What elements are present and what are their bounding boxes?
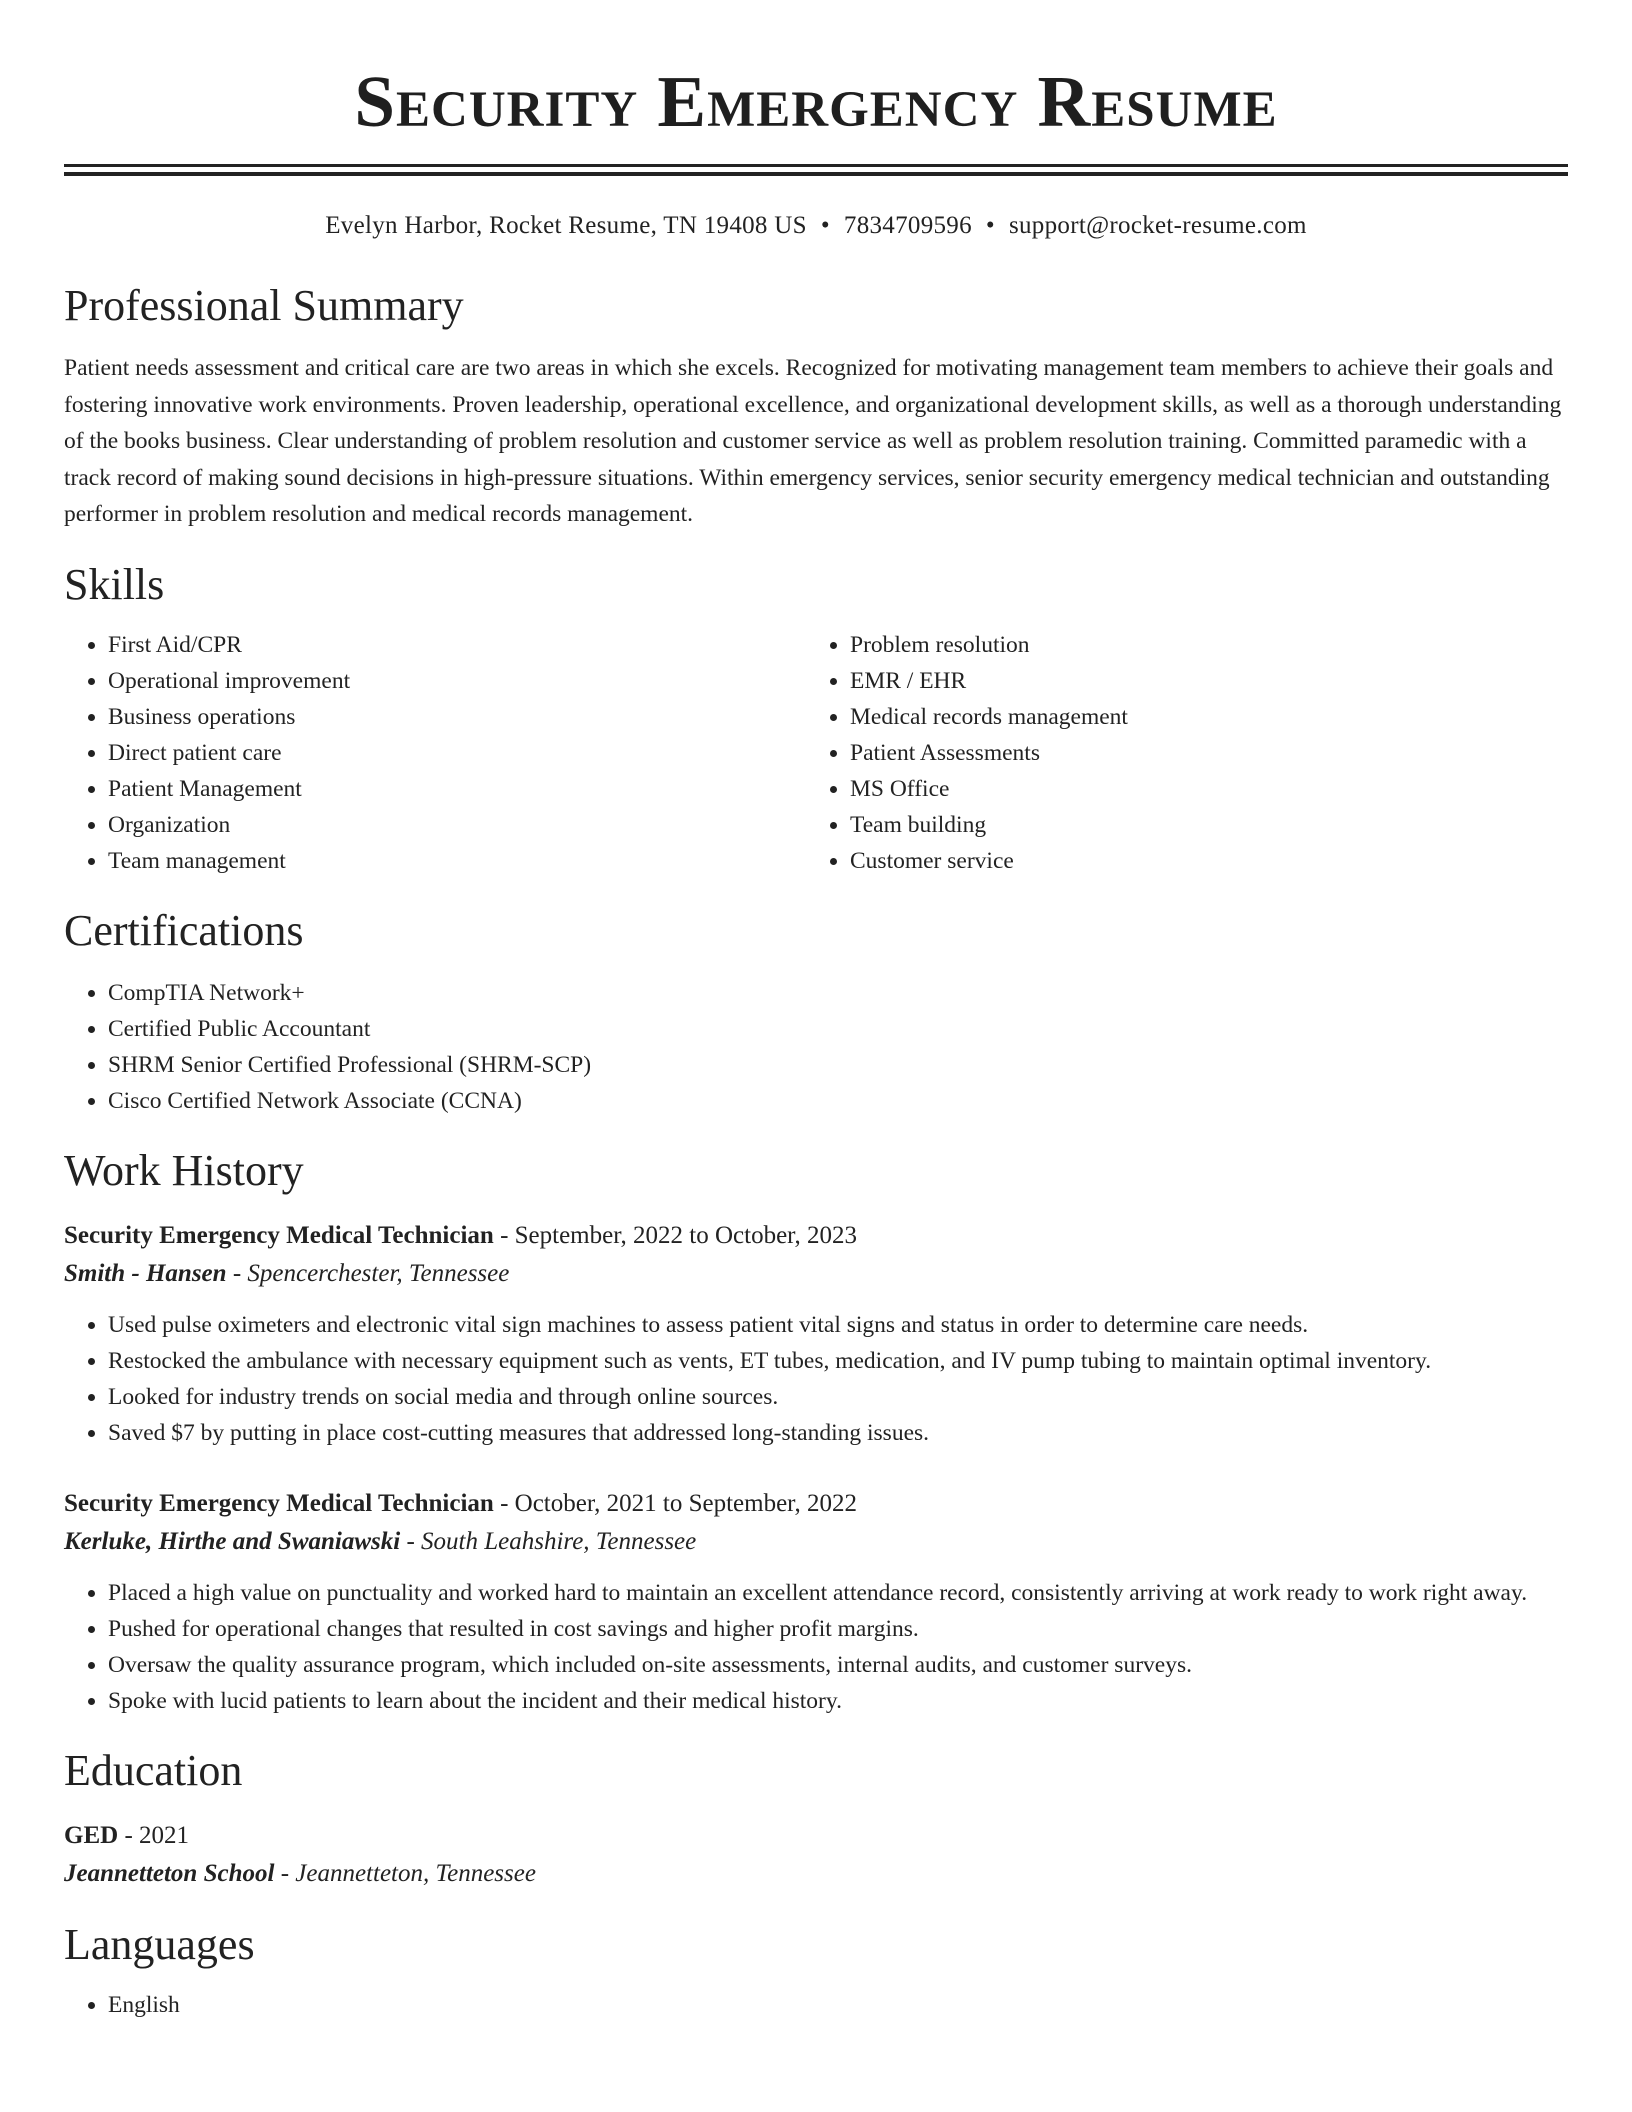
contact-separator: • — [985, 212, 995, 239]
job-location: South Leahshire, Tennessee — [421, 1527, 697, 1555]
skill-item: • Patient Assessments — [850, 735, 1548, 771]
job-bullets — [64, 1307, 1568, 1451]
job-bullets — [64, 1575, 1568, 1719]
job-company: Smith - Hansen — [64, 1259, 227, 1287]
job-bullet: • Used pulse oximeters and electronic vital sign machines to assess patient vital signs and status in order to determine care needs. — [108, 1307, 1568, 1343]
skills-column-left — [64, 627, 806, 879]
summary-heading: Professional Summary — [64, 281, 464, 330]
language-item: • English — [108, 1987, 1568, 2023]
languages-heading: Languages — [64, 1919, 255, 1969]
certification-item: • Certified Public Accountant — [108, 1011, 1568, 1047]
job-title-line: Security Emergency Medical Technician - September, 2022 to October, 2023 — [64, 1221, 858, 1249]
education-year: 2021 — [139, 1821, 190, 1849]
education-location: Jeannetteton, Tennessee — [295, 1859, 536, 1887]
skill-item: • Team building — [850, 807, 1548, 843]
skill-item: • Medical records management — [850, 699, 1548, 735]
job-location: Spencerchester, Tennessee — [247, 1259, 510, 1287]
job-bullet: • Looked for industry trends on social media and through online sources. — [108, 1379, 1568, 1415]
skill-item: • First Aid/CPR — [108, 627, 806, 663]
skills-columns — [64, 627, 1568, 879]
skill-item: • Operational improvement — [108, 663, 806, 699]
contact-separator: • — [820, 212, 830, 239]
job-entry — [64, 1485, 1568, 1719]
skill-item: • Business operations — [108, 699, 806, 735]
skill-item: • EMR / EHR — [850, 663, 1548, 699]
education-degree: GED — [64, 1821, 119, 1849]
skills-heading: Skills — [64, 559, 165, 609]
skills-list-right — [806, 627, 1548, 879]
contact-email: support@rocket-resume.com — [1008, 212, 1307, 239]
job-bullet: • Placed a high value on punctuality and worked hard to maintain an excellent attendance record, consistently arriving at work ready to work right away. — [108, 1575, 1568, 1611]
job-bullet: • Restocked the ambulance with necessary equipment such as vents, ET tubes, medication, and IV pump tubing to maintain optimal inventory. — [108, 1343, 1568, 1379]
job-bullet: • Spoke with lucid patients to learn about the incident and their medical history. — [108, 1683, 1568, 1719]
job-title: Security Emergency Medical Technician — [64, 1489, 494, 1517]
education-entry — [64, 1817, 1568, 1893]
education-school-line: Jeannetteton School - Jeannetteton, Tennessee — [64, 1859, 536, 1887]
languages-list — [64, 1987, 1568, 2023]
job-dates: September, 2022 to October, 2023 — [514, 1221, 858, 1249]
work-history-heading: Work History — [64, 1145, 304, 1195]
job-bullet: • Pushed for operational changes that resulted in cost savings and higher profit margins. — [108, 1611, 1568, 1647]
skill-item: • MS Office — [850, 771, 1548, 807]
resume-title: Security Emergency Resume — [354, 61, 1278, 142]
title-double-rule — [64, 164, 1568, 176]
education-school: Jeannetteton School — [64, 1859, 275, 1887]
job-bullet: • Saved $7 by putting in place cost-cutting measures that addressed long-standing issues. — [108, 1415, 1568, 1451]
contact-line — [64, 210, 1568, 242]
job-entry — [64, 1217, 1568, 1451]
skill-item: • Patient Management — [108, 771, 806, 807]
certifications-heading: Certifications — [64, 905, 304, 955]
contact-address: Evelyn Harbor, Rocket Resume, TN 19408 US — [325, 212, 807, 239]
job-company-line: Kerluke, Hirthe and Swaniawski - South Leahshire, Tennessee — [64, 1527, 697, 1555]
job-dates: October, 2021 to September, 2022 — [514, 1489, 858, 1517]
education-degree-line: GED - 2021 — [64, 1821, 190, 1849]
skill-item: • Customer service — [850, 843, 1548, 879]
education-heading: Education — [64, 1745, 243, 1795]
skills-list-left — [64, 627, 806, 879]
job-title: Security Emergency Medical Technician — [64, 1221, 494, 1249]
skill-item: • Organization — [108, 807, 806, 843]
skills-column-right — [806, 627, 1548, 879]
contact-phone: 7834709596 — [843, 212, 972, 239]
skill-item: • Problem resolution — [850, 627, 1548, 663]
skill-item: • Direct patient care — [108, 735, 806, 771]
job-company-line: Smith - Hansen - Spencerchester, Tennessee — [64, 1259, 510, 1287]
skill-item: • Team management — [108, 843, 806, 879]
summary-text: Patient needs assessment and critical care are two areas in which she excels. Recognized for motivating management team members to achieve their goals and fostering innovative work environments. Proven leadership, operational excellence, and organizational development skills, as well as a thorough understanding of the books business. Clear understanding of problem resolution and customer service as well as problem resolution training. Committed paramedic with a track record of making sound decisions in high-pressure situations. Within emergency services, senior security emergency medical technician and outstanding performer in problem resolution and medical records management. — [64, 355, 1562, 527]
job-company: Kerluke, Hirthe and Swaniawski — [64, 1527, 401, 1555]
job-bullet: • Oversaw the quality assurance program, which included on-site assessments, internal audits, and customer surveys. — [108, 1647, 1568, 1683]
certifications-list — [64, 975, 1568, 1119]
certification-item: • CompTIA Network+ — [108, 975, 1568, 1011]
job-title-line: Security Emergency Medical Technician - October, 2021 to September, 2022 — [64, 1489, 858, 1517]
certification-item: • SHRM Senior Certified Professional (SHRM-SCP) — [108, 1047, 1568, 1083]
certification-item: • Cisco Certified Network Associate (CCNA) — [108, 1083, 1568, 1119]
